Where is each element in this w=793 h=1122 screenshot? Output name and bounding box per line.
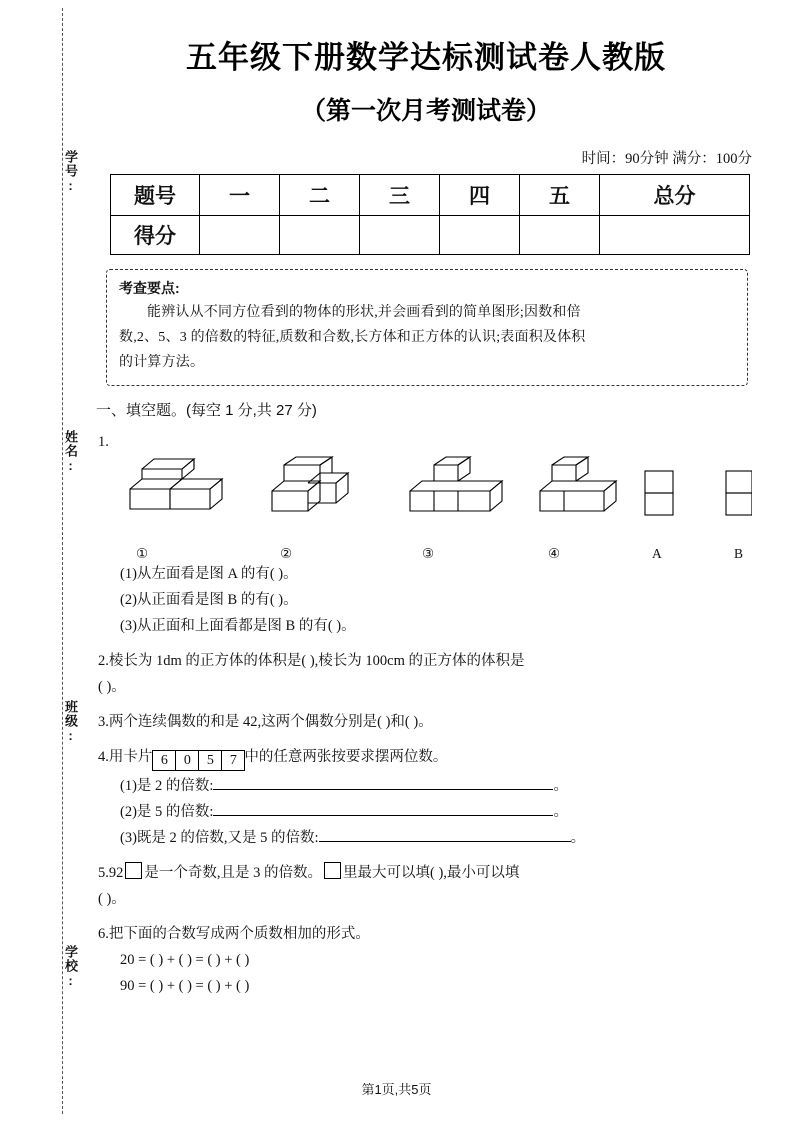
card-6: 6: [152, 750, 176, 771]
question-4-sub-2: (2)是 5 的倍数: 。: [120, 799, 760, 825]
question-4-sub-3-text: (3)既是 2 的倍数,又是 5 的倍数:: [120, 830, 319, 846]
score-cell-1[interactable]: [200, 216, 280, 255]
question-6-lead: 6.把下面的合数写成两个质数相加的形式。: [98, 926, 370, 942]
notice-body: [119, 300, 735, 375]
page-content: [92, 0, 760, 999]
table-row: [111, 216, 750, 255]
card-7: 7: [221, 750, 245, 771]
question-6: [98, 921, 760, 999]
fig-label-2: ②: [280, 546, 293, 561]
score-table: [110, 174, 750, 255]
question-4-sub-2-text: (2)是 5 的倍数:: [120, 804, 214, 820]
score-cell-4[interactable]: [440, 216, 520, 255]
question-6-line-1: 20 = ( ) + ( ) = ( ) + ( ): [120, 952, 250, 968]
question-3: 3.两个连续偶数的和是 42,这两个偶数分别是( )和( )。: [98, 714, 433, 730]
question-5-mid: 是一个奇数,且是 3 的倍数。: [144, 865, 322, 881]
question-1-figures: [112, 455, 760, 541]
question-1-sub-2: (2)从正面看是图 B 的有( )。: [120, 592, 298, 608]
number-cards: [152, 747, 244, 773]
score-header-cell: 四: [440, 175, 520, 216]
question-5-line-2: ( )。: [98, 891, 126, 907]
question-1-sub-3: (3)从正面和上面看都是图 B 的有( )。: [120, 618, 356, 634]
question-4-lead-row: [98, 744, 760, 773]
question-1-number: 1.: [98, 434, 109, 450]
score-header-cell: 题号: [111, 175, 200, 216]
fig-label-a: A: [652, 546, 662, 561]
score-header-cell: 总分: [600, 175, 750, 216]
side-label-student-id: 学号:: [63, 150, 78, 194]
question-5-line-1: [98, 860, 760, 886]
question-2: [98, 648, 760, 700]
question-2-line-1: 2.棱长为 1dm 的正方体的体积是( ),棱长为 100cm 的正方体的体积是: [98, 653, 525, 669]
answer-box[interactable]: [324, 862, 341, 879]
answer-line[interactable]: [319, 827, 571, 842]
notice-line: 能辨认从不同方位看到的物体的形状,并会画看到的简单图形;因数和倍: [147, 305, 581, 320]
question-4-lead: 4.用卡片: [98, 749, 153, 765]
exam-meta: 时间：90分钟 满分：100分: [581, 151, 752, 167]
page-subtitle: （第一次月考测试卷）: [300, 97, 551, 125]
notice-line: 的计算方法。: [119, 355, 205, 370]
notice-title: 考查要点:: [119, 280, 180, 296]
notice-line: 数,2、5、3 的倍数的特征,质数和合数,长方体和正方体的认识;表面积及体积: [119, 330, 586, 345]
fig-label-b: B: [734, 546, 744, 561]
score-header-cell: 五: [520, 175, 600, 216]
answer-line[interactable]: [213, 775, 553, 790]
fig-label-3: ③: [422, 546, 435, 561]
score-cell-3[interactable]: [360, 216, 440, 255]
question-5-prefix: 5.92: [98, 865, 124, 881]
fig-label-4: ④: [548, 546, 561, 561]
score-header-cell: 二: [280, 175, 360, 216]
answer-line[interactable]: [213, 801, 553, 816]
score-cell-total[interactable]: [600, 216, 750, 255]
table-row: [111, 175, 750, 216]
page-title: 五年级下册数学达标测试卷人教版: [186, 40, 666, 75]
question-1-figure-labels: [112, 541, 760, 561]
score-row-label: 得分: [111, 216, 200, 255]
card-5: 5: [198, 750, 222, 771]
card-0: 0: [175, 750, 199, 771]
question-1-sub-1: (1)从左面看是图 A 的有( )。: [120, 566, 298, 582]
question-4-tail: 中的任意两张按要求摆两位数。: [244, 749, 448, 765]
notice-box: [106, 269, 748, 386]
page-footer: 第1页,共5页: [361, 1082, 432, 1097]
score-header-cell: 一: [200, 175, 280, 216]
side-label-class: 班级:: [63, 700, 78, 744]
score-header-cell: 三: [360, 175, 440, 216]
score-cell-5[interactable]: [520, 216, 600, 255]
question-5: [98, 860, 760, 912]
score-cell-2[interactable]: [280, 216, 360, 255]
question-4-sub-1: (1)是 2 的倍数: 。: [120, 773, 760, 799]
question-5-tail: 里最大可以填( ),最小可以填: [343, 865, 520, 881]
answer-box[interactable]: [125, 862, 142, 879]
question-4: [98, 744, 760, 851]
question-4-sub-1-text: (1)是 2 的倍数:: [120, 778, 214, 794]
fig-label-1: ①: [136, 546, 149, 561]
side-label-group: [44, 0, 80, 1122]
solids-figure-group: [112, 455, 752, 541]
question-6-line-2: 90 = ( ) + ( ) = ( ) + ( ): [120, 978, 250, 994]
section-heading-fill-blank: 一、填空题。(每空 1 分,共 27 分): [96, 402, 317, 419]
question-2-line-2: ( )。: [98, 679, 126, 695]
side-label-school: 学校:: [63, 945, 78, 989]
question-1: [98, 429, 760, 639]
side-label-name: 姓名:: [63, 430, 78, 474]
question-4-sub-3: (3)既是 2 的倍数,又是 5 的倍数: 。: [120, 825, 760, 851]
